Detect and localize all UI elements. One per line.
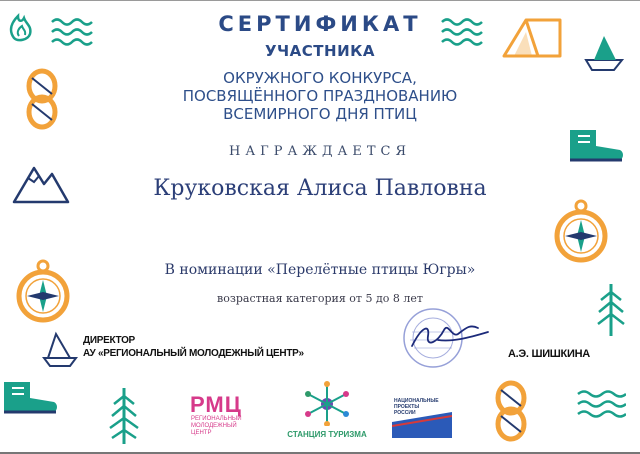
nomination: В номинации «Перелётные птицы Югры» — [164, 262, 476, 278]
tourism-station-label: СТАНЦИЯ ТУРИЗМА — [287, 430, 367, 439]
national-projects-line: РОССИИ — [394, 410, 416, 416]
rmc-caption-line: МОЛОДЕЖНЫЙ — [191, 423, 237, 429]
recipient-name: Круковская Алиса Павловна — [153, 176, 487, 201]
certificate-title: СЕРТИФИКАТ — [218, 12, 422, 36]
signer-name: А.Э. ШИШКИНА — [508, 348, 590, 360]
national-projects-line: НАЦИОНАЛЬНЫЕ — [394, 398, 439, 404]
national-projects-line: ПРОЕКТЫ — [394, 404, 420, 410]
rmc-logo-mark: РМЦ — [190, 392, 242, 417]
tourism-emblem-icon — [302, 380, 352, 426]
paper-boat-icon — [40, 328, 80, 368]
rmc-caption-line: ЦЕНТР — [191, 430, 212, 436]
handwritten-signature — [408, 318, 492, 358]
contest-line: ВСЕМИРНОГО ДНЯ ПТИЦ — [223, 105, 417, 123]
compass-icon — [552, 196, 610, 266]
rmc-caption-line: РЕГИОНАЛЬНЫЙ — [191, 416, 242, 422]
rmc-logo — [190, 392, 270, 442]
waves-icon — [576, 386, 626, 424]
national-projects-logo — [392, 394, 452, 440]
contest-line: ОКРУЖНОГО КОНКУРСА, — [223, 69, 417, 87]
awarded-label: НАГРАЖДАЕТСЯ — [228, 144, 411, 159]
certificate-subtitle: УЧАСТНИКА — [264, 42, 375, 60]
contest-line: ПОСВЯЩЁННОГО ПРАЗДНОВАНИЮ — [182, 87, 458, 105]
age-category: возрастная категория от 5 до 8 лет — [217, 292, 423, 305]
tree-icon — [594, 282, 628, 338]
tourism-station-logo — [282, 380, 372, 444]
tree-icon — [106, 386, 142, 446]
boot-icon — [0, 378, 60, 418]
rope-icon — [486, 378, 536, 446]
director-position: ДИРЕКТОР — [83, 335, 135, 346]
director-organization: АУ «РЕГИОНАЛЬНЫЙ МОЛОДЕЖНЫЙ ЦЕНТР» — [83, 348, 304, 359]
top-border — [0, 0, 640, 1]
